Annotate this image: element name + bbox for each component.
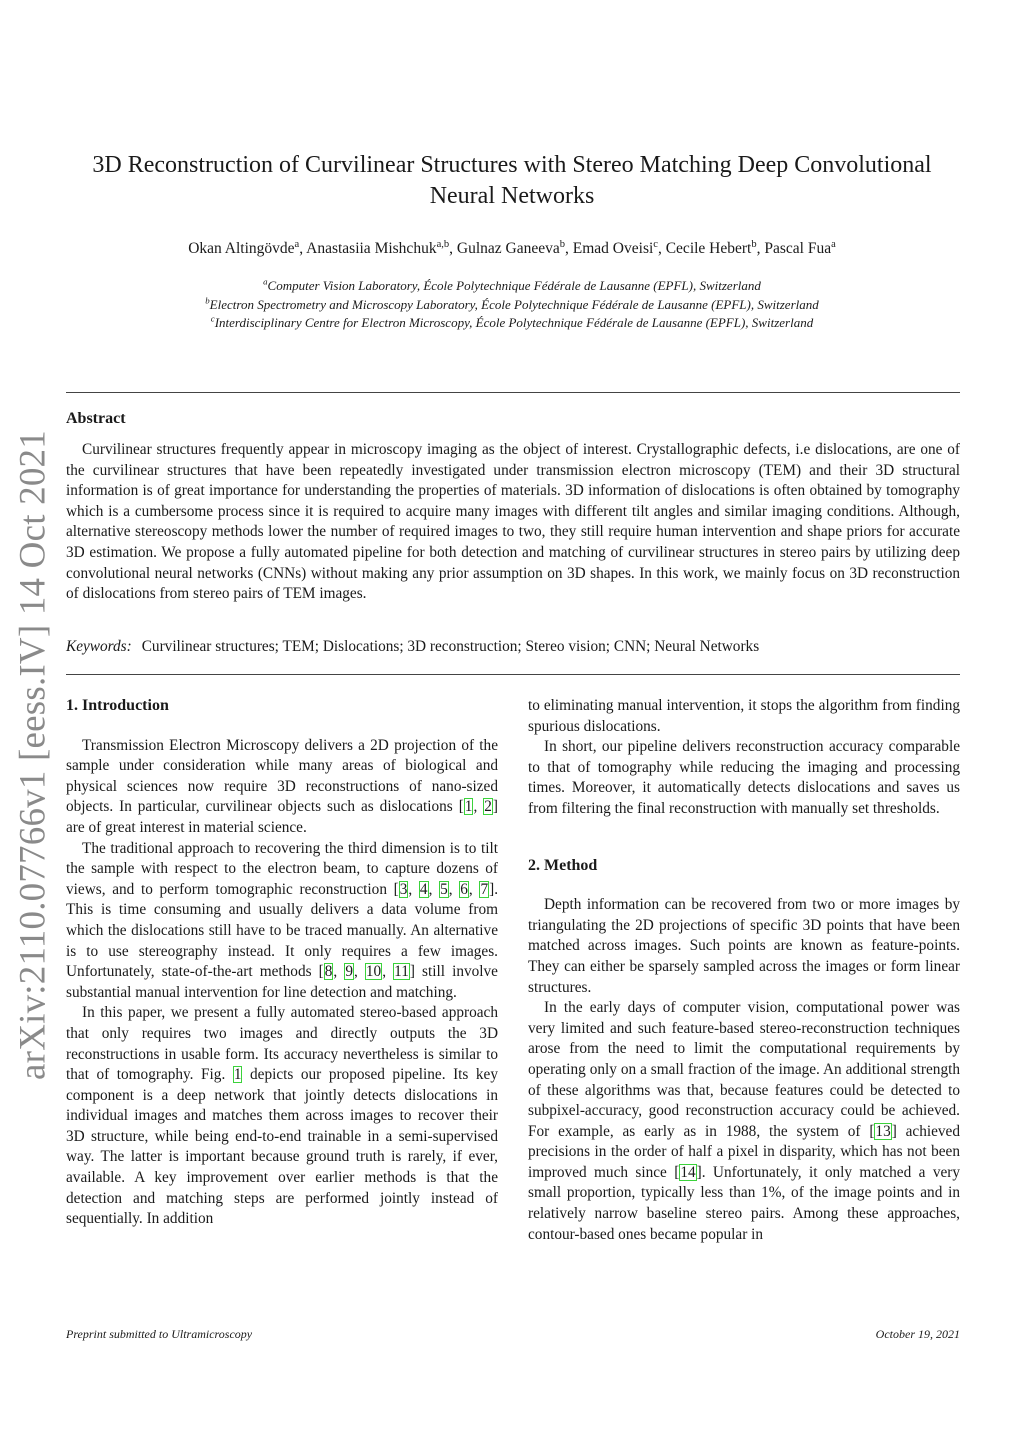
citation-link[interactable]: 13: [875, 1122, 891, 1140]
method-heading: 2. Method: [528, 856, 598, 874]
method-paragraph-1: Depth information can be recovered from two or more images by triangulating the 2D projections of specific 3D points that have been matched across images. Such points are known as feature-points. They can either be sparsely sampled across the images or form linear structures.: [528, 896, 960, 996]
author-affiliation-mark: b: [559, 238, 566, 250]
affiliation-list: [70, 277, 954, 333]
abstract-bottom-divider: [66, 674, 960, 675]
left-column: [66, 696, 498, 1230]
keywords-text: Curvilinear structures; TEM; Dislocations; 3D reconstruction; Stereo vision; CNN; Neural Networks: [141, 638, 760, 655]
paragraph-text: ] achieved precisions in the order of half a pixel in disparity, which has not been improved much since [: [528, 1122, 960, 1181]
intro-paragraph-3-continued: to eliminating manual intervention, it stops the algorithm from finding spurious dislocations.: [528, 697, 960, 735]
affiliation-text: Electron Spectrometry and Microscopy Laboratory, École Polytechnique Fédérale de Lausanne (EPFL), Switzerland: [209, 296, 819, 312]
affiliation: [70, 296, 954, 315]
intro-heading: 1. Introduction: [66, 697, 169, 714]
keywords: [66, 638, 960, 656]
author-affiliation-mark: a: [294, 238, 300, 250]
arxiv-watermark: [8, 380, 58, 1130]
paragraph-text: ] still involve substantial manual intervention for line detection and matching.: [66, 963, 498, 1001]
affiliation-text: Computer Vision Laboratory, École Polytechnique Fédérale de Lausanne (EPFL), Switzerland: [267, 278, 761, 293]
affiliation: [70, 314, 954, 333]
footer-date: October 19, 2021: [875, 1327, 960, 1341]
right-column: [528, 696, 960, 1245]
citation-link[interactable]: 7: [480, 880, 489, 898]
citation-link[interactable]: 11: [394, 963, 409, 981]
citation-link[interactable]: 5: [440, 880, 448, 898]
author-affiliation-mark: a,b: [436, 238, 450, 250]
citation-link[interactable]: 10: [365, 963, 382, 981]
affiliation-text: Interdisciplinary Centre for Electron Microscopy, École Polytechnique Fédérale de Lausanne (EPFL), Switzerland: [214, 315, 814, 330]
intro-paragraph-1: [66, 736, 498, 839]
citation-link[interactable]: 3: [399, 880, 408, 898]
citation-link[interactable]: 9: [345, 963, 353, 981]
citation-link[interactable]: 8: [324, 963, 333, 981]
top-divider: [66, 392, 960, 393]
paragraph-text: In this paper, we present a fully automated stereo-based approach that only requires two images and directly outputs the 3D reconstructions in usable form. Its accuracy nevertheless is similar to that of tomography. Fig.: [66, 1004, 498, 1084]
affiliation-mark: a: [263, 276, 268, 287]
author-name: Emad Oveisi: [572, 240, 654, 257]
author-name: Okan Altingövde: [188, 240, 295, 257]
arxiv-id: arXiv:2110.07766v1 [eess.IV] 14 Oct 2021: [12, 430, 54, 1080]
author-name: Anastasiia Mishchuk: [306, 240, 437, 257]
intro-paragraph-4: In short, our pipeline delivers reconstruction accuracy comparable to that of tomography while reducing the imaging and processing times. Moreover, it automatically detects dislocations and saves us from filtering the final reconstruction with manually set thresholds.: [528, 738, 960, 817]
author-affiliation-mark: b: [751, 238, 757, 250]
keywords-label: Keywords:: [66, 638, 132, 655]
paper-title: 3D Reconstruction of Curvilinear Structures with Stereo Matching Deep Convolutional Neural Networks: [92, 152, 932, 209]
citation-link[interactable]: 14: [680, 1163, 696, 1181]
paragraph-text: ]. This is time consuming and usually delivers a data volume from which the dislocations still have to be traced manually. An alternative is to use stereography instead. It only requires a few images. Unfortunately, state-of-the-art methods [: [66, 880, 499, 981]
paragraph-text: Transmission Electron Microscopy delivers a 2D projection of the sample under consideration while many areas of biological and physical sciences now require 3D reconstructions of nano-sized objects. In particular, curvilinear objects such as dislocations [: [66, 736, 498, 816]
author-name: Pascal Fua: [764, 240, 832, 257]
author-name: Cecile Hebert: [665, 240, 752, 257]
abstract-text: Curvilinear structures frequently appear in microscopy imaging as the object of interest. Crystallographic defects, i.e dislocations, are one of the curvilinear structures that have been repeatedly investigated under transmission electron microscopy (TEM) and their 3D structural information is of great importance for understanding the properties of materials. 3D information of dislocations is often obtained by tomography which is a cumbersome process since it is required to acquire many images with different tilt angles and similar imaging conditions. Although, alternative stereoscopy methods lower the number of required images to two, they still require human intervention and shape priors for accurate 3D estimation. We propose a fully automated pipeline for both detection and matching of curvilinear structures in stereo pairs by utilizing deep convolutional neural networks (CNNs) without making any prior assumption on 3D shapes. In this work, we mainly focus on 3D reconstruction of dislocations from stereo pairs of TEM images.: [66, 441, 960, 603]
intro-paragraph-2: The traditional approach to recovering the third dimension is to tilt the sample with respect to the electron beam, to capture dozens of views, and to perform tomographic reconstruction [3, 4, 5, 6, 7]. This is time consuming and usually delivers a data volume from which the dislocations still have to be traced manually. An alternative is to use stereography instead. It only requires a few images. Unfortunately, state-of-the-art methods [8, 9, 10, 11] still involve substantial manual intervention for line detection and matching.: [66, 839, 499, 1001]
figure-link[interactable]: 1: [233, 1066, 242, 1084]
citation-link[interactable]: 1: [464, 798, 473, 816]
citation-link[interactable]: 6: [460, 880, 468, 898]
paragraph-text: The traditional approach to recovering the third dimension is to tilt the sample with respect to the electron beam, to capture dozens of views, and to perform tomographic reconstruction [: [66, 839, 498, 898]
paragraph-text: In the early days of computer vision, computational power was very limited and such feature-based stereo-reconstruction techniques arose from the need to limit the computational requirements by operating only on a small fraction of the image. An additional strength of these algorithms was that, because features could be detected to subpixel-accuracy, good reconstruction accuracy could be achieved. For example, as early as in 1988, the system of [: [528, 999, 960, 1140]
author-affiliation-mark: a: [831, 238, 836, 250]
author-name: Gulnaz Ganeeva: [456, 240, 560, 257]
author-affiliation-mark: c: [653, 238, 658, 250]
citation-link[interactable]: 2: [484, 798, 492, 816]
method-paragraph-2: [528, 998, 960, 1245]
affiliation: [70, 277, 954, 296]
affiliation-mark: c: [210, 313, 215, 324]
affiliation-mark: b: [205, 295, 210, 306]
paragraph-text: ] are of great interest in material science.: [66, 798, 498, 836]
intro-paragraph-3: [66, 1003, 498, 1230]
abstract-heading: Abstract: [66, 410, 126, 427]
paragraph-text: depicts our proposed pipeline. Its key component is a deep network that jointly detects dislocations in individual images and matches them across images to recover their 3D structure, while being end-to-end trainable in a semi-supervised way. The latter is important because ground truth is rarely, if ever, available. A key improvement over earlier methods is that the detection and matching steps are performed jointly instead of sequentially. In addition: [66, 1066, 498, 1228]
author-list: Okan Altingövde$^a$, Anastasiia Mishchuk$^{a,b}$, Gulnaz Ganeeva$^b$, Emad Oveisi$^c$, Cecile Hebert$^b$, Pascal Fua$^a$: [188, 238, 836, 257]
separator: ,: [473, 798, 484, 816]
citation-link[interactable]: 4: [419, 880, 428, 898]
footer-preprint-note: Preprint submitted to Ultramicroscopy: [66, 1327, 253, 1341]
paragraph-text: ]. Unfortunately, it only matched a very small proportion, typically less than 1%, of the image points and in relatively narrow baseline stereo pairs. Among these approaches, contour-based ones became popular in: [528, 1163, 960, 1243]
